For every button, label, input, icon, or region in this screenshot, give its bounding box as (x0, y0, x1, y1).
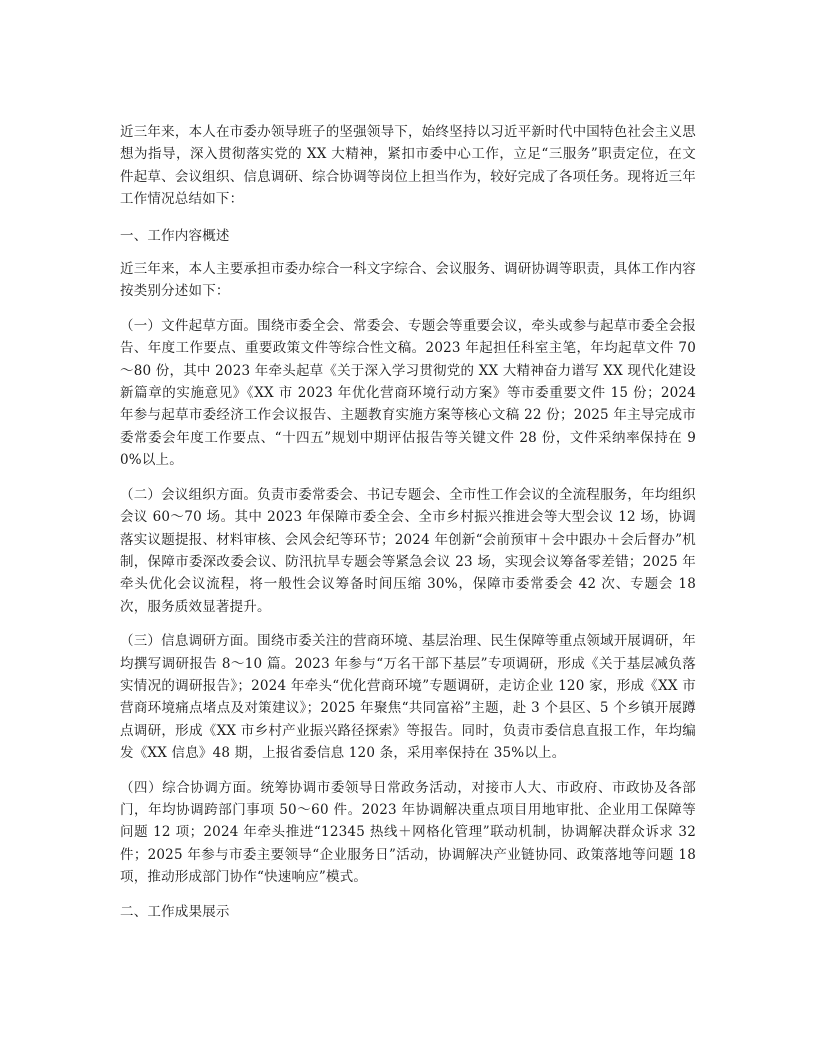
item-meeting-organization: （二）会议组织方面。负责市委常委会、书记专题会、全市性工作会议的全流程服务，年均组织会议 60～70 场。其中 2023 年保障市委全会、全市乡村振兴推进会等大型会议 12 场，协调落实议题提报、材料审核、会风会纪等环节；2024 年创新“会前预审＋会中跟办＋会后督办”机制，保障市委深改委会议、防汛抗旱专题会等紧急会议 23 场，实现会议筹备零差错；2025 年牵头优化会议流程，将一般性会议筹备时间压缩 30%，保障市委常委会 42 次、专题会 18 次，服务质效显著提升。 (120, 486, 696, 615)
item-information-research: （三）信息调研方面。围绕市委关注的营商环境、基层治理、民生保障等重点领域开展调研，年均撰写调研报告 8～10 篇。2023 年参与“万名干部下基层”专项调研，形成《关于基层减负落实情况的调研报告》；2024 年牵头“优化营商环境”专题调研，走访企业 120 家，形成《XX 市营商环境痛点堵点及对策建议》；2025 年聚焦“共同富裕”主题，赴 3 个县区、5 个乡镇开展蹲点调研，形成《XX 市乡村产业振兴路径探索》等报告。同时，负责市委信息直报工作，年均编发《XX 信息》48 期，上报省委信息 120 条，采用率保持在 35%以上。 (120, 633, 696, 762)
section-heading-overview: 一、工作内容概述 (120, 227, 230, 244)
intro-paragraph: 近三年来，本人在市委办领导班子的坚强领导下，始终坚持以习近平新时代中国特色社会主义思想为指导，深入贯彻落实党的 XX 大精神，紧扣市委中心工作，立足“三服务”职责定位，在文件起草、会议组织、信息调研、综合协调等岗位上担当作为，较好完成了各项任务。现将近三年工作情况总结如下： (120, 124, 696, 208)
item-document-drafting: （一）文件起草方面。围绕市委全会、常委会、专题会等重要会议，牵头或参与起草市委全会报告、年度工作要点、重要政策文件等综合性文稿。2023 年起担任科室主笔，年均起草文件 70～80 份，其中 2023 年牵头起草《关于深入学习贯彻党的 XX 大精神奋力谱写 XX 现代化建设新篇章的实施意见》《XX 市 2023 年优化营商环境行动方案》等市委重要文件 15 份；2024 年参与起草市委经济工作会议报告、主题教育实施方案等核心文稿 22 份；2025 年主导完成市委常委会年度工作要点、“十四五”规划中期评估报告等关键文件 28 份，文件采纳率保持在 90%以上。 (120, 317, 696, 469)
overview-paragraph: 近三年来，本人主要承担市委办综合一科文字综合、会议服务、调研协调等职责，具体工作内容按类别分述如下： (120, 261, 696, 300)
item-comprehensive-coordination: （四）综合协调方面。统筹协调市委领导日常政务活动，对接市人大、市政府、市政协及各部门，年均协调跨部门事项 50～60 件。2023 年协调解决重点项目用地审批、企业用工保障等问题 12 项；2024 年牵头推进“12345 热线＋网格化管理”联动机制，协调解决群众诉求 32 件；2025 年参与市委主要领导“企业服务日”活动，协调解决产业链协同、政策落地等问题 18 项，推动形成部门协作“快速响应”模式。 (120, 779, 696, 886)
document-page (120, 121, 696, 923)
section-heading-achievements: 二、工作成果展示 (120, 903, 230, 920)
